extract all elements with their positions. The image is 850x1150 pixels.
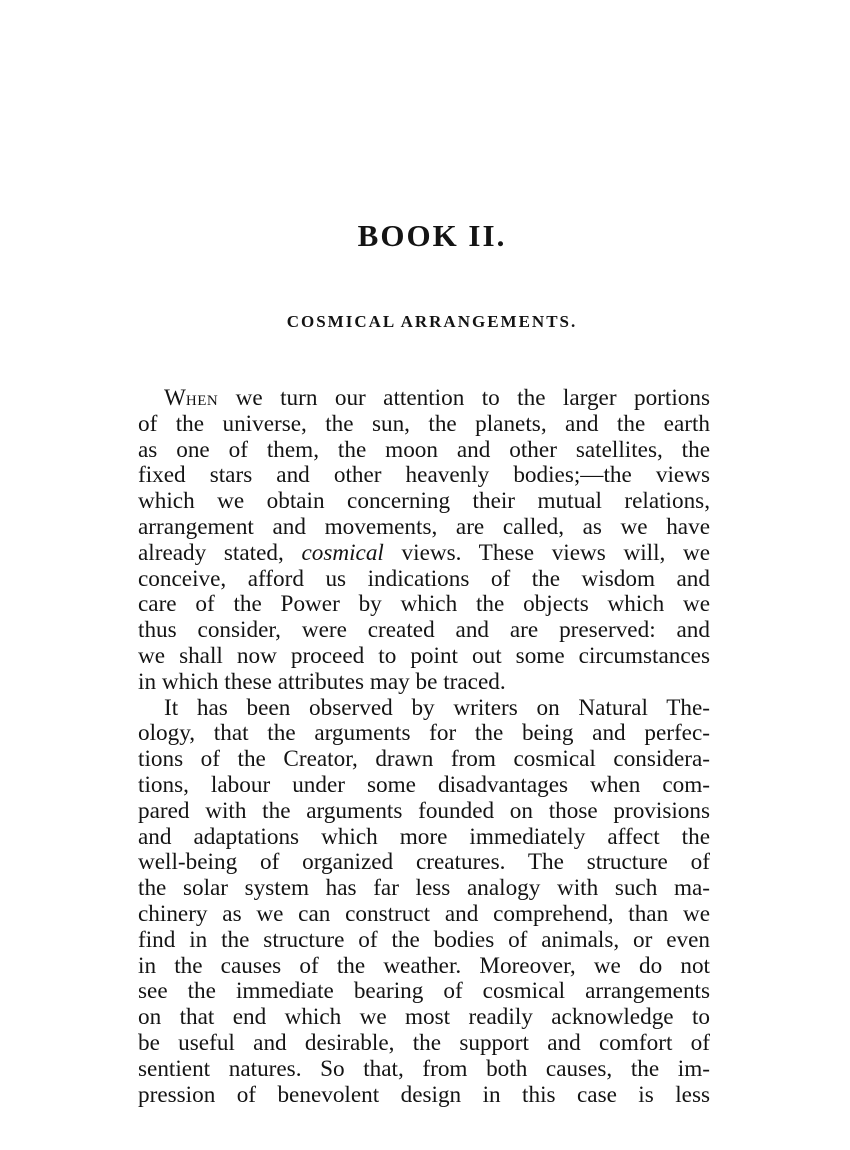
text-line: in which these attributes may be traced. [138, 668, 506, 695]
text-line: be useful and desirable, the support and comfort of [138, 1029, 710, 1056]
drop-word-initial: W [164, 385, 186, 411]
body-text [138, 386, 710, 1108]
text-line: pression of benevolent design in this case is less [138, 1081, 710, 1108]
text-line: of the universe, the sun, the planets, and the earth [138, 410, 710, 437]
text-line: see the immediate bearing of cosmical arrangements [138, 978, 710, 1005]
section-title: COSMICAL ARRANGEMENTS. [286, 312, 578, 331]
text-after-italic: views. These views will, we [383, 539, 711, 566]
text-line: we shall now proceed to point out some circumstances [138, 642, 710, 669]
text-line: tions of the Creator, drawn from cosmical considera- [138, 746, 710, 773]
text-line: in the causes of the weather. Moreover, we do not [138, 952, 710, 979]
text-line: ology, that the arguments for the being and perfec- [138, 720, 710, 747]
paragraph-1-line-1 [138, 386, 710, 412]
text-line: thus consider, were created and are preserved: and [138, 617, 710, 644]
text-line: pared with the arguments founded on those provisions [138, 797, 710, 824]
drop-word-rest: HEN [185, 393, 219, 409]
book-title: BOOK II. [357, 218, 507, 253]
text-line: sentient natures. So that, from both causes, the im- [138, 1055, 710, 1082]
text-line: care of the Power by which the objects which we [138, 591, 710, 618]
text-line: chinery as we can construct and comprehend, than we [138, 900, 710, 927]
text-line: on that end which we most readily acknowledge to [138, 1004, 710, 1031]
text-line: and adaptations which more immediately affect the [138, 823, 710, 850]
text-line: tions, labour under some disadvantages when com- [138, 771, 710, 798]
italic-term: cosmical [301, 539, 384, 566]
text-line: find in the structure of the bodies of animals, or even [138, 926, 710, 953]
text-line [138, 541, 710, 567]
text-line: conceive, afford us indications of the wisdom and [138, 565, 710, 592]
paragraph-2-first-text: It has been observed by writers on Natural The- [164, 694, 710, 721]
text-line: fixed stars and other heavenly bodies;—the views [138, 462, 710, 489]
text-before-italic: already stated, [138, 539, 302, 566]
text-line: arrangement and movements, are called, as we have [138, 513, 710, 540]
text-line: well-being of organized creatures. The structure of [138, 849, 710, 876]
paragraph-1-line-1-text: we turn our attention to the larger portions [218, 385, 710, 411]
text-line: the solar system has far less analogy with such ma- [138, 875, 710, 902]
paragraph-2-line-1 [138, 696, 710, 722]
text-line: as one of them, the moon and other satellites, the [138, 436, 710, 463]
text-line: which we obtain concerning their mutual relations, [138, 488, 710, 515]
